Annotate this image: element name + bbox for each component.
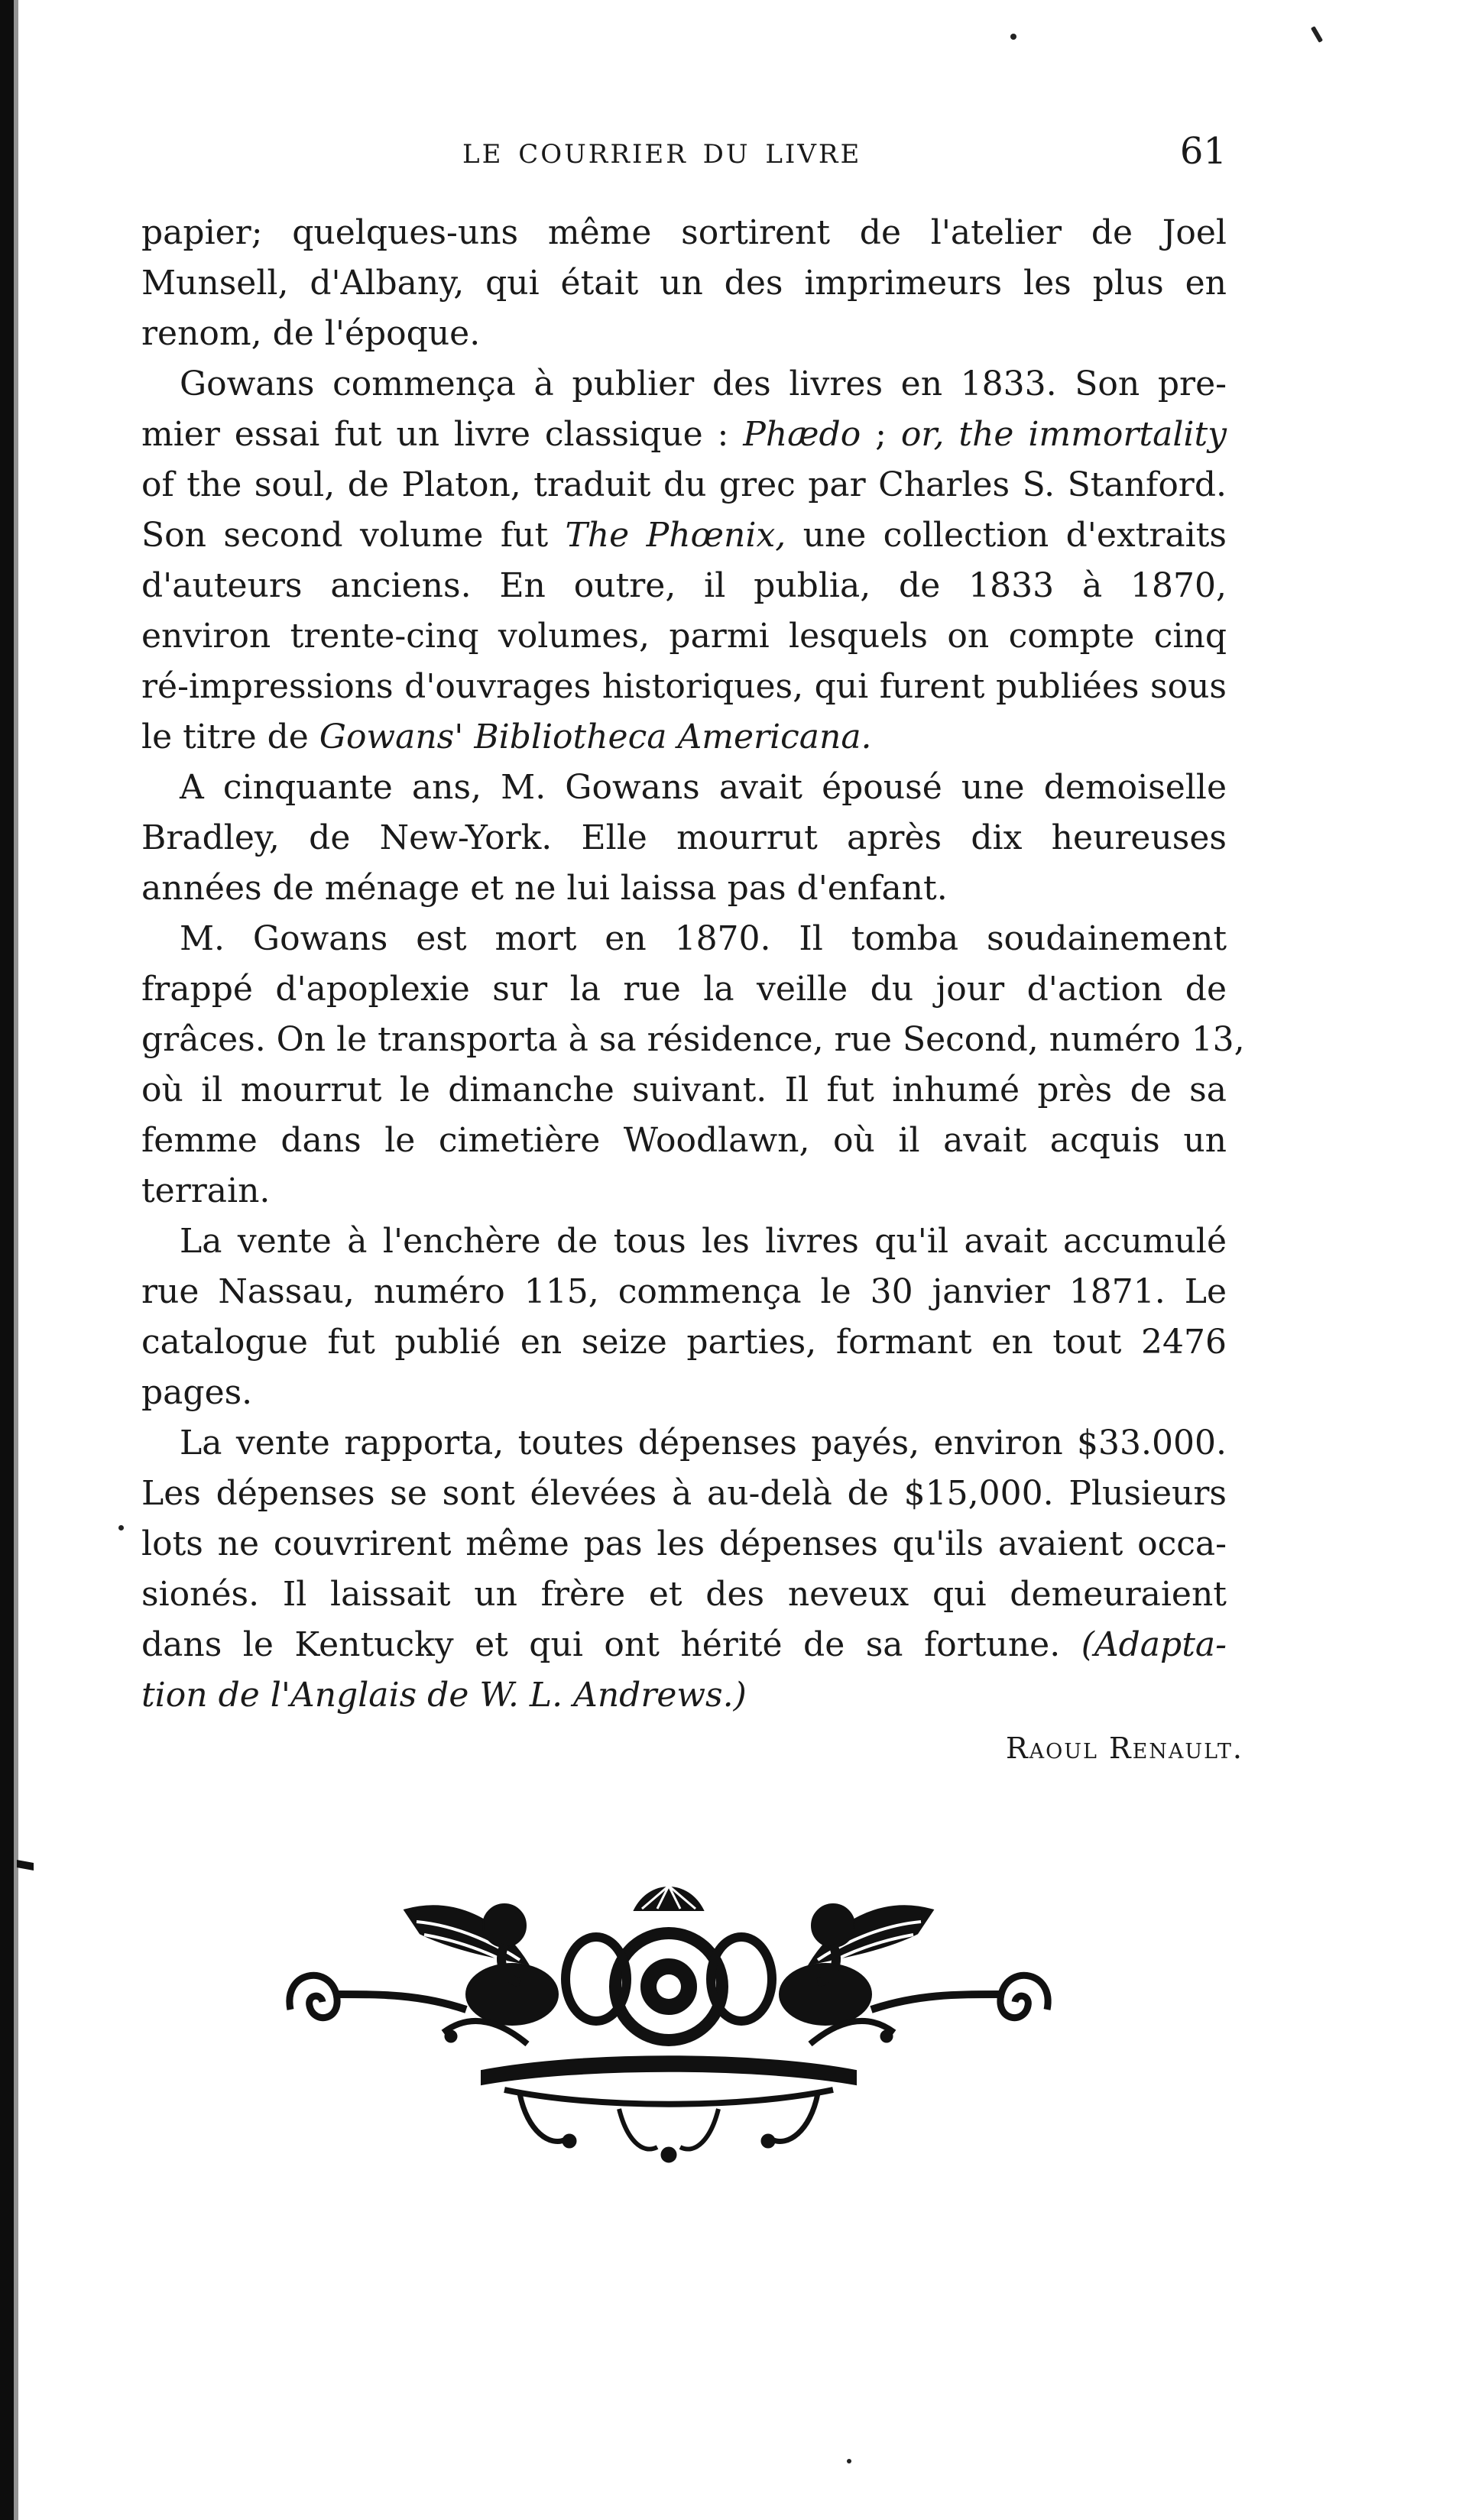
text-line: années de ménage et ne lui laissa pas d'enfant.	[141, 869, 948, 908]
left-margin-rule	[0, 0, 14, 2520]
text-line: M. Gowans est mort en 1870. Il tomba soudainement	[180, 919, 1227, 958]
article-body	[141, 208, 1245, 1721]
text-line: catalogue fut publié en seize parties, formant en tout 2476	[141, 1323, 1227, 1362]
text-line: Les dépenses se sont élevées à au-delà de $15,000. Plusieurs	[141, 1474, 1227, 1513]
text-run: dans le Kentucky et qui ont hérité de sa fortune.	[141, 1625, 1061, 1664]
author-signature: Raoul Renault.	[1005, 1731, 1243, 1765]
text-line: La vente à l'enchère de tous les livres qu'il avait accumulé	[180, 1222, 1227, 1261]
text-line: Munsell, d'Albany, qui était un des imprimeurs les plus en	[141, 264, 1227, 303]
text-line: d'auteurs anciens. En outre, il publia, de 1833 à 1870,	[141, 566, 1227, 605]
text-line-mixed	[141, 510, 1227, 561]
text-line-mixed: mier essai fut un livre classique : Phædo ; or, the immortality	[141, 415, 1227, 454]
italic-run: tion de l'Anglais de W. L. Andrews.)	[141, 1676, 747, 1715]
running-title: LE COURRIER DU LIVRE	[462, 139, 862, 170]
text-line: pages.	[141, 1373, 253, 1412]
text-line: Gowans commença à publier des livres en 1833. Son pre-	[180, 364, 1227, 403]
text-run: le titre de	[141, 717, 309, 756]
italic-run: or,	[900, 415, 945, 454]
text-line: femme dans le cimetière Woodlawn, où il avait acquis un	[141, 1121, 1227, 1160]
text-run: une collection d'extraits	[802, 516, 1227, 555]
text-line: lots ne couvrirent même pas les dépenses qu'ils avaient occa-	[141, 1524, 1227, 1563]
italic-title: Gowans' Bibliotheca Americana.	[319, 717, 872, 756]
italic-title: Phædo	[743, 415, 861, 454]
text-line: sionés. Il laissait un frère et des neveux qui demeuraient	[141, 1575, 1227, 1614]
text-line: rue Nassau, numéro 115, commença le 30 janvier 1871. Le	[141, 1272, 1227, 1311]
left-margin-shadow	[14, 0, 18, 2520]
text-line: papier; quelques-uns même sortirent de l'atelier de Joel	[141, 213, 1227, 252]
italic-title: the immortality	[958, 415, 1227, 454]
page-header	[141, 127, 1227, 180]
text-line: grâces. On le transporta à sa résidence, rue Second, numéro 13,	[141, 1020, 1245, 1059]
italic-title: The Phœnix,	[565, 516, 786, 555]
text-line: La vente rapporta, toutes dépenses payés, environ $33.000.	[180, 1424, 1227, 1462]
ink-speck	[118, 1525, 124, 1530]
text-line: of the soul, de Platon, traduit du grec par Charles S. Stanford.	[141, 465, 1227, 504]
decorative-tailpiece	[275, 1880, 1062, 2201]
text-line	[141, 1670, 1227, 1721]
text-line: environ trente-cinq volumes, parmi lesquels on compte cinq	[141, 617, 1227, 656]
text-run: mier essai fut un livre classique :	[141, 415, 729, 454]
text-line: renom, de l'époque.	[141, 314, 481, 353]
text-line-mixed	[141, 1620, 1227, 1670]
text-line: terrain.	[141, 1171, 271, 1210]
ink-speck	[1311, 26, 1323, 43]
ink-speck	[1010, 34, 1016, 40]
text-line: A cinquante ans, M. Gowans avait épousé une demoiselle	[180, 768, 1227, 807]
text-line: où il mourrut le dimanche suivant. Il fut inhumé près de sa	[141, 1071, 1227, 1109]
text-line: frappé d'apoplexie sur la rue la veille du jour d'action de	[141, 970, 1227, 1009]
italic-run: (Adapta-	[1081, 1625, 1227, 1664]
ink-speck	[847, 2459, 851, 2463]
text-run: Son second volume fut	[141, 516, 549, 555]
margin-notch	[17, 1860, 34, 1871]
page-number: 61	[1179, 130, 1227, 173]
text-line-mixed	[141, 712, 1227, 763]
text-line: ré-impressions d'ouvrages historiques, qui furent publiées sous	[141, 667, 1227, 706]
text-line: Bradley, de New-York. Elle mourrut après dix heureuses	[141, 818, 1227, 857]
